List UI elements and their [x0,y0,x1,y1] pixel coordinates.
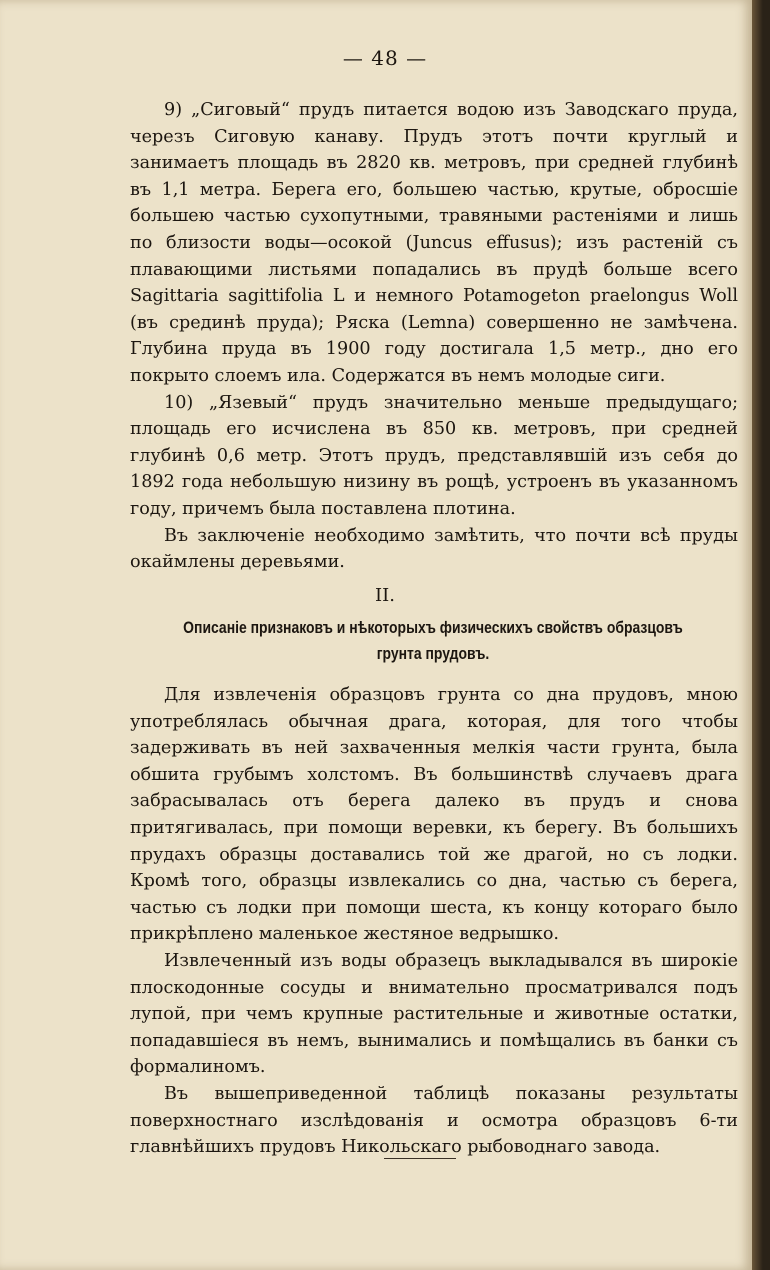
paragraph-sample-inspection: Извлеченный изъ воды образецъ выкладывался въ широкіе плоскодонные сосуды и внимательно просматривался подъ лупой, при чемъ крупные растительные и животные остатки, попадавшіеся въ немъ, вынимались и помѣщались въ банки съ формалиномъ. [130,950,738,1078]
page-number: — 48 — [342,46,428,70]
paragraph-pond-9: 9) „Сиговый“ прудъ питается водою изъ Заводскаго пруда, черезъ Сиговую канаву. Прудъ этотъ почти круглый и занимаетъ площадь въ 2820 кв. метровъ, при средней глубинѣ въ 1,1 метра. Берега его, большею частью, крутые, обросшіе большею частью сухопутными, травяными растеніями и лишь по близости воды—осокой (Juncus effusus); изъ растеній съ плавающими листьями попадались въ прудѣ больше всего Sagittaria sagittifolia L и немного Potamogeton praelongus Woll (въ срединѣ пруда); Ряска (Lemna) совершенно не замѣчена. Глубина пруда въ 1900 году достигала 1,5 метр., дно его покрыто слоемъ ила. Содержатся въ немъ молодые сиги. [130,100,738,386]
section-2-text [130,682,738,1161]
paragraph-pond-10: 10) „Язевый“ прудъ значительно меньше предыдущаго; площадь его исчислена въ 850 кв. метровъ, при средней глубинѣ 0,6 метр. Этотъ прудъ, представлявшій изъ себя до 1892 года небольшую низину въ рощѣ, устроенъ въ указанномъ году, причемъ была поставлена плотина. [130,392,738,519]
section-numeral: II. [375,585,395,606]
section-1-text [130,97,738,576]
section-heading: Описаніе признаковъ и нѣкоторыхъ физическихъ свойствъ образцовъ грунта прудовъ. [183,618,683,663]
page-edge-shadow [752,0,770,1270]
closing-rule [384,1158,456,1159]
paragraph-table-results: Въ вышеприведенной таблицѣ показаны результаты поверхностнаго изслѣдованія и осмотра образцовъ 6-ти главнѣйшихъ прудовъ Никольскаго рыбоводнаго завода. [130,1083,738,1158]
paragraph-dredge-method: Для извлеченія образцовъ грунта со дна прудовъ, мною употреблялась обычная драга, которая, для того чтобы задерживать въ ней захваченныя мелкія части грунта, была обшита грубымъ холстомъ. Въ большинствѣ случаевъ драга забрасывалась отъ берега далеко въ прудъ и снова притягивалась, при помощи веревки, къ берегу. Въ большихъ прудахъ образцы доставались той же драгой, но съ лодки. Кромѣ того, образцы извлекались со дна, частью съ берега, частью съ лодки при помощи шеста, къ концу котораго было прикрѣплено маленькое жестяное ведрышко. [130,685,738,945]
paragraph-conclusion: Въ заключеніе необходимо замѣтить, что почти всѣ пруды окаймлены деревьями. [130,525,738,573]
